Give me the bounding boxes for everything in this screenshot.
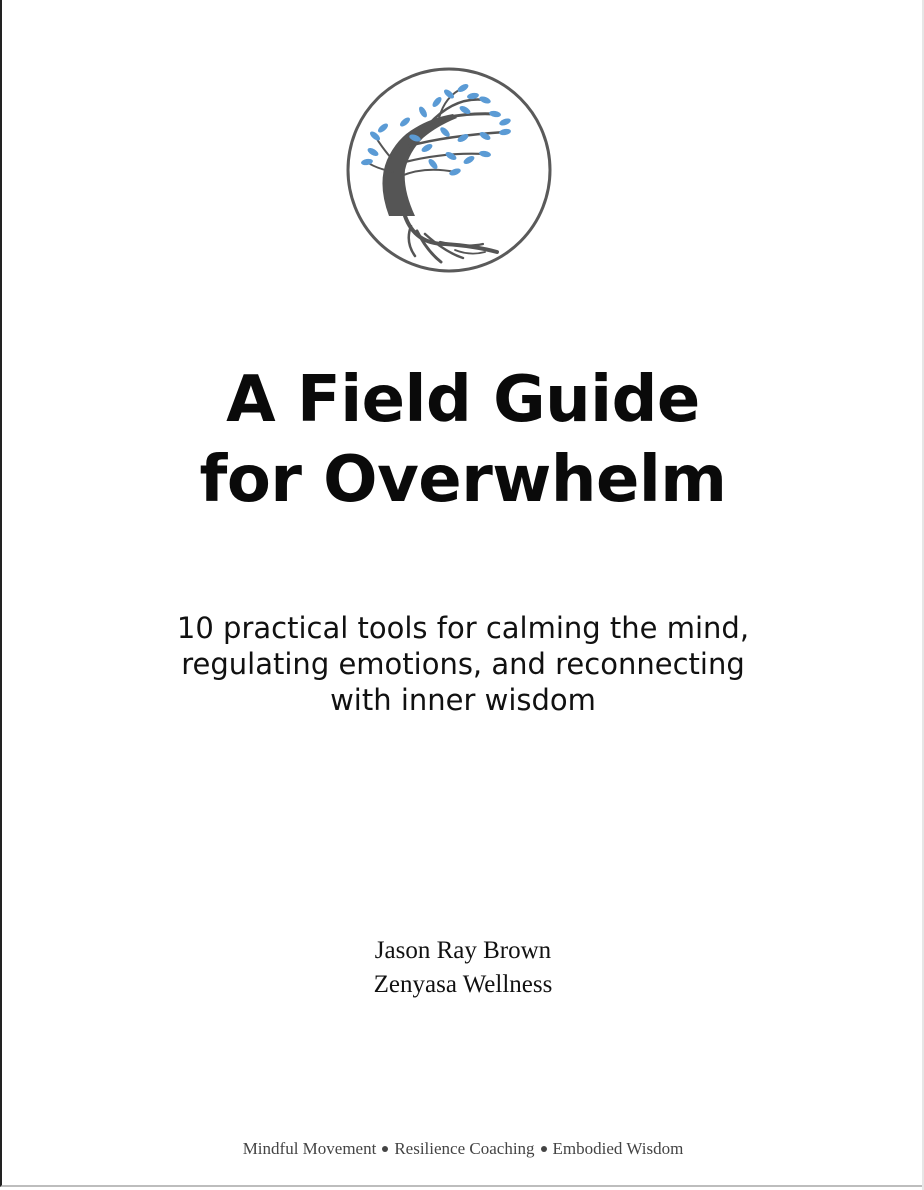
bullet-separator (541, 1146, 547, 1152)
subtitle-line-3: with inner wisdom (330, 683, 596, 717)
subtitle-line-2: regulating emotions, and reconnecting (181, 647, 745, 681)
document-subtitle (2, 610, 924, 718)
tagline-item: Resilience Coaching (394, 1139, 535, 1158)
document-title (2, 360, 924, 520)
tagline (2, 1138, 924, 1160)
subtitle-line-1: 10 practical tools for calming the mind, (176, 611, 750, 645)
tree-logo-icon (345, 66, 555, 276)
organization-name: Zenyasa Wellness (373, 971, 553, 998)
title-line-1: A Field Guide (226, 363, 700, 437)
author-name: Jason Ray Brown (374, 937, 552, 964)
title-line-2: for Overwhelm (199, 443, 727, 517)
tagline-item: Mindful Movement (242, 1139, 377, 1158)
bullet-separator (382, 1146, 388, 1152)
author-block (2, 934, 924, 1002)
tagline-item: Embodied Wisdom (552, 1139, 684, 1158)
